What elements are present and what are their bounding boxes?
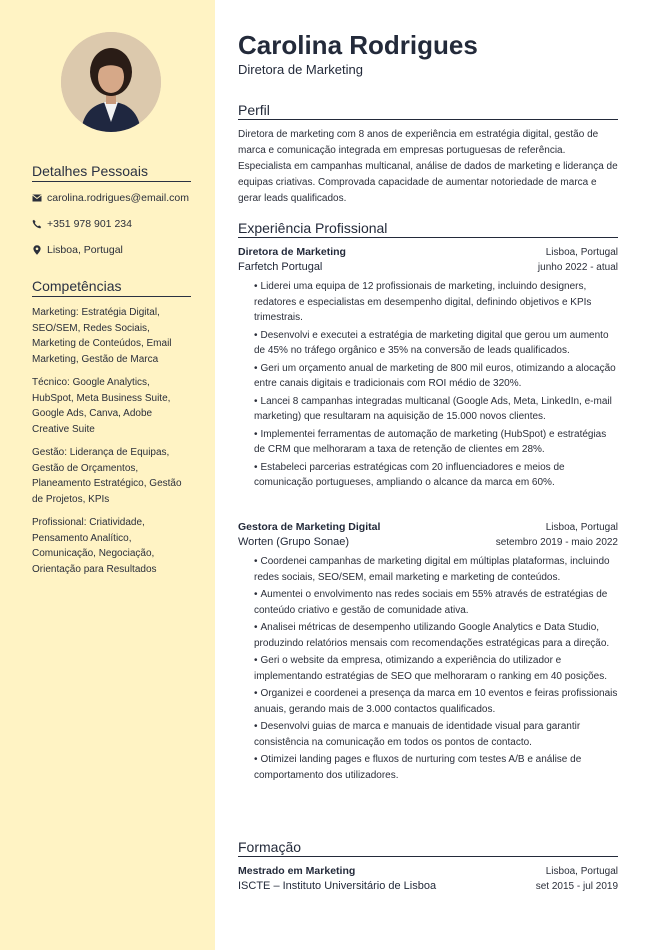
personal-details-section	[32, 163, 191, 270]
bullet-item: • Liderei uma equipa de 12 profissionais de marketing, incluindo designers, redatores e especialistas em desempenho digital, definindo objetivos e KPIs trimestrais.	[254, 279, 618, 326]
education-location: Lisboa, Portugal	[545, 866, 618, 877]
bullet-item: • Geri um orçamento anual de marketing de 800 mil euros, otimizando a alocação entre canais digitais e tradicionais com ROI médio de 320%.	[254, 361, 618, 392]
job-bullets	[238, 554, 618, 783]
mail-icon	[32, 193, 42, 203]
profile-heading: Perfil	[238, 102, 618, 120]
phone-icon	[32, 219, 42, 229]
job-entry	[238, 520, 618, 785]
map-pin-icon	[32, 245, 42, 255]
details-heading: Detalhes Pessoais	[32, 163, 191, 182]
bullet-item: • Implementei ferramentas de automação de marketing (HubSpot) e estratégias de CRM que melhoraram a taxa de retenção de clientes em 28%.	[254, 427, 618, 458]
location-row	[32, 244, 191, 256]
skill-group: Marketing: Estratégia Digital, SEO/SEM, Redes Sociais, Marketing de Conteúdos, Email Marketing, Gestão de Marca	[32, 307, 172, 365]
job-bullets	[238, 279, 618, 491]
phone-text: +351 978 901 234	[47, 218, 132, 230]
job-company: Farfetch Portugal	[238, 261, 323, 273]
bullet-item: • Coordenei campanhas de marketing digital em múltiplas plataformas, incluindo redes sociais, SEO/SEM, email marketing e marketing de conteúdos.	[254, 554, 618, 585]
email-row	[32, 192, 191, 204]
school: ISCTE – Instituto Universitário de Lisboa	[238, 880, 437, 892]
candidate-name: Carolina Rodrigues	[238, 30, 478, 60]
avatar	[61, 32, 161, 132]
profile-photo	[61, 32, 161, 132]
bullet-item: • Organizei e coordenei a presença da marca em 10 eventos e feiras profissionais anuais, gerando mais de 3.000 contactos qualificados.	[254, 686, 618, 717]
job-header	[238, 520, 618, 550]
skills-section	[32, 278, 191, 585]
job-company: Worten (Grupo Sonae)	[238, 536, 350, 548]
job-dates: junho 2022 - atual	[537, 262, 618, 273]
bullet-item: • Analisei métricas de desempenho utilizando Google Analytics e Data Studio, produzindo relatórios mensais com recomendações estratégicas para a direção.	[254, 620, 618, 651]
bullet-item: • Estabeleci parcerias estratégicas com 20 influenciadores e meios de comunicação portugueses, ampliando o alcance da marca em 60%.	[254, 460, 618, 491]
skills-heading: Competências	[32, 278, 191, 297]
education-dates: set 2015 - jul 2019	[535, 881, 618, 892]
skill-group: Gestão: Liderança de Equipas, Gestão de Orçamentos, Planeamento Estratégico, Gestão de Projetos, KPIs	[32, 447, 182, 505]
sidebar	[0, 0, 215, 950]
job-title: Diretora de Marketing	[238, 246, 346, 258]
job-location: Lisboa, Portugal	[545, 522, 618, 533]
education-entry	[238, 864, 618, 894]
phone-row	[32, 218, 191, 230]
job-location: Lisboa, Portugal	[545, 247, 618, 258]
location-text: Lisboa, Portugal	[47, 244, 123, 256]
bullet-item: • Desenvolvi guias de marca e manuais de identidade visual para garantir consistência na comunicação em todos os pontos de contacto.	[254, 719, 618, 750]
bullet-item: • Lancei 8 campanhas integradas multicanal (Google Ads, Meta, LinkedIn, e-mail marketing) que resultaram na aquisição de 15.000 novos clientes.	[254, 394, 618, 425]
bullet-item: • Geri o website da empresa, otimizando a experiência do utilizador e implementando estratégias de SEO que melhoraram o ranking em 40 posições.	[254, 653, 618, 684]
candidate-title: Diretora de Marketing	[238, 62, 363, 77]
profile-text: Diretora de marketing com 8 anos de experiência em estratégia digital, gestão de marca e comunicação integrada em empresas portuguesas de referência. Especialista em campanhas multicanal, análise de dados de marketing e liderança de equipas criativas. Comprovada capacidade de aumentar notoriedade de marca e gerar leads qualificados.	[238, 129, 618, 204]
job-dates: setembro 2019 - maio 2022	[495, 537, 618, 548]
bullet-item: • Desenvolvi e executei a estratégia de marketing digital que gerou um aumento de 45% no tráfego orgânico e 35% na conversão de leads qualificados.	[254, 328, 618, 359]
job-entry	[238, 245, 618, 493]
bullet-item: • Otimizei landing pages e fluxos de nurturing com testes A/B e análise de comportamento dos utilizadores.	[254, 752, 618, 783]
email-text: carolina.rodrigues@email.com	[47, 192, 189, 204]
job-header	[238, 245, 618, 275]
job-title: Gestora de Marketing Digital	[238, 521, 381, 533]
skill-group: Profissional: Criatividade, Pensamento Analítico, Comunicação, Negociação, Orientação para Resultados	[32, 517, 157, 575]
bullet-item: • Aumentei o envolvimento nas redes sociais em 55% através de estratégias de conteúdo criativo e gestão de comunidade ativa.	[254, 587, 618, 618]
education-header	[238, 864, 618, 894]
education-heading: Formação	[238, 839, 618, 857]
degree: Mestrado em Marketing	[238, 865, 356, 877]
skill-group: Técnico: Google Analytics, HubSpot, Meta Business Suite, Google Ads, Canva, Adobe Creative Suite	[32, 377, 171, 435]
experience-heading: Experiência Profissional	[238, 220, 618, 238]
